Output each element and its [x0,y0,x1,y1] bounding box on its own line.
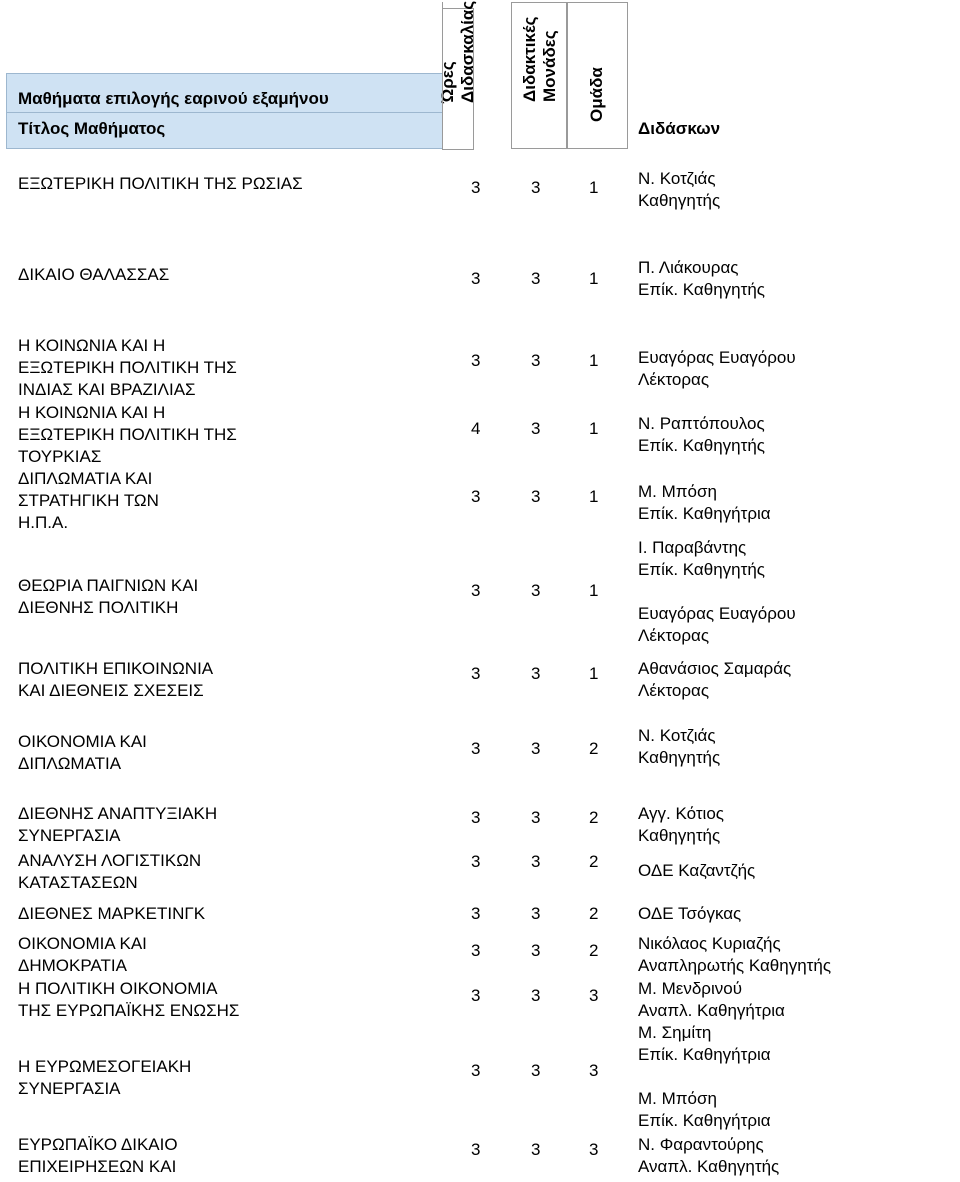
teacher-name: Αγγ. Κότιος [638,804,724,823]
units-value: 3 [531,1061,541,1080]
units-value: 3 [531,1140,541,1159]
hours-value: 3 [471,941,481,960]
teacher-rank: Επίκ. Καθηγητής [638,280,765,299]
group-value: 1 [589,269,599,288]
hours-value: 3 [471,1140,481,1159]
course-title: ΚΑΤΑΣΤΑΣΕΩΝ [18,873,138,892]
units-value: 3 [531,419,541,438]
course-title: ΕΠΙΧΕΙΡΗΣΕΩΝ ΚΑΙ [18,1157,177,1176]
course-title: ΟΙΚΟΝΟΜΙΑ ΚΑΙ [18,732,147,751]
hours-value: 3 [471,904,481,923]
course-title: ΚΑΙ ΔΙΕΘΝΕΙΣ ΣΧΕΣΕΙΣ [18,681,204,700]
course-title: ΤΗΣ ΕΥΡΩΠΑΪΚΗΣ ΕΝΩΣΗΣ [18,1001,240,1020]
teacher-rank: Καθηγητής [638,748,721,767]
teacher-name: ΟΔΕ Τσόγκας [638,904,742,923]
hours-value: 3 [471,852,481,871]
teacher-name: Π. Λιάκουρας [638,258,739,277]
hours-value: 3 [471,581,481,600]
teacher-rank: Καθηγητής [638,191,721,210]
teacher-column-header: Διδάσκων [638,119,721,138]
teacher-rank: Λέκτορας [638,626,710,645]
teacher-name: Ν. Ραπτόπουλος [638,414,765,433]
hours-value: 4 [471,419,481,438]
course-title: ΕΥΡΩΠΑΪΚΟ ΔΙΚΑΙΟ [18,1135,178,1154]
group-value: 1 [589,581,599,600]
teacher-name: Αθανάσιος Σαμαράς [638,659,792,678]
units-value: 3 [531,739,541,758]
teacher-name: ΟΔΕ Καζαντζής [638,861,756,880]
teacher-name: Ν. Κοτζιάς [638,726,716,745]
teacher-name: Ευαγόρας Ευαγόρου [638,348,796,367]
hours-value: 3 [471,269,481,288]
units-value: 3 [531,269,541,288]
course-title: ΑΝΑΛΥΣΗ ΛΟΓΙΣΤΙΚΩΝ [18,851,202,870]
section-title: Μαθήματα επιλογής εαρινού εξαμήνου [18,89,329,108]
hours-column-header: Ώρες Διδασκαλίας [442,8,474,150]
units-column-header: Διδακτικές Μονάδες [511,2,568,149]
group-value: 1 [589,178,599,197]
group-value: 2 [589,852,599,871]
course-title: ΟΙΚΟΝΟΜΙΑ ΚΑΙ [18,934,147,953]
course-title: Η ΠΟΛΙΤΙΚΗ ΟΙΚΟΝΟΜΙΑ [18,979,218,998]
teacher-rank: Αναπλ. Καθηγήτρια [638,1001,785,1020]
course-title: ΤΟΥΡΚΙΑΣ [18,447,102,466]
teacher-name: Νικόλαος Κυριαζής [638,934,781,953]
hours-value: 3 [471,487,481,506]
group-value: 2 [589,941,599,960]
group-value: 1 [589,419,599,438]
hours-value: 3 [471,178,481,197]
course-title: ΔΙΚΑΙΟ ΘΑΛΑΣΣΑΣ [18,265,170,284]
teacher-rank: Επίκ. Καθηγήτρια [638,1045,771,1064]
course-title: ΔΙΕΘΝΗΣ ΠΟΛΙΤΙΚΗ [18,598,179,617]
teacher-name: Ν. Κοτζιάς [638,169,716,188]
units-value: 3 [531,664,541,683]
course-title: ΕΞΩΤΕΡΙΚΗ ΠΟΛΙΤΙΚΗ ΤΗΣ [18,358,237,377]
title-column-header: Τίτλος Μαθήματος [18,119,166,138]
group-value: 2 [589,904,599,923]
group-value: 3 [589,1061,599,1080]
hours-value: 3 [471,739,481,758]
group-value: 2 [589,739,599,758]
course-title: ΔΗΜΟΚΡΑΤΙΑ [18,956,127,975]
units-value: 3 [531,904,541,923]
course-title: ΣΥΝΕΡΓΑΣΙΑ [18,1079,121,1098]
teacher-name: Ι. Παραβάντης [638,538,747,557]
group-value: 3 [589,986,599,1005]
course-title: ΣΤΡΑΤΗΓΙΚΗ ΤΩΝ [18,491,159,510]
teacher-name: Ν. Φαραντούρης [638,1135,764,1154]
teacher-rank: Επίκ. Καθηγήτρια [638,1111,771,1130]
teacher-rank: Επίκ. Καθηγητής [638,560,765,579]
course-title: ΕΞΩΤΕΡΙΚΗ ΠΟΛΙΤΙΚΗ ΤΗΣ ΡΩΣΙΑΣ [18,174,303,193]
course-title: Η ΕΥΡΩΜΕΣΟΓΕΙΑΚΗ [18,1057,192,1076]
teacher-rank: Καθηγητής [638,826,721,845]
course-title: ΠΟΛΙΤΙΚΗ ΕΠΙΚΟΙΝΩΝΙΑ [18,659,214,678]
hours-value: 3 [471,1061,481,1080]
group-value: 1 [589,351,599,370]
course-title: ΙΝΔΙΑΣ ΚΑΙ ΒΡΑΖΙΛΙΑΣ [18,380,196,399]
course-title: ΕΞΩΤΕΡΙΚΗ ΠΟΛΙΤΙΚΗ ΤΗΣ [18,425,237,444]
course-title: ΣΥΝΕΡΓΑΣΙΑ [18,826,121,845]
teacher-rank: Επίκ. Καθηγήτρια [638,504,771,523]
group-value: 3 [589,1140,599,1159]
teacher-name: Μ. Σημίτη [638,1023,712,1042]
hours-value: 3 [471,351,481,370]
hours-value: 3 [471,986,481,1005]
hours-value: 3 [471,664,481,683]
teacher-rank: Λέκτορας [638,370,710,389]
course-title: ΔΙΕΘΝΕΣ ΜΑΡΚΕΤΙΝΓΚ [18,904,206,923]
course-title: Η.Π.Α. [18,513,69,532]
group-value: 2 [589,808,599,827]
teacher-name: Μ. Μπόση [638,1089,717,1108]
course-title: ΔΙΠΛΩΜΑΤΙΑ [18,754,122,773]
units-value: 3 [531,852,541,871]
group-value: 1 [589,664,599,683]
course-title: ΔΙΕΘΝΗΣ ΑΝΑΠΤΥΞΙΑΚΗ [18,804,218,823]
units-value: 3 [531,351,541,370]
hours-value: 3 [471,808,481,827]
teacher-rank: Επίκ. Καθηγητής [638,436,765,455]
teacher-rank: Αναπληρωτής Καθηγητής [638,956,832,975]
units-value: 3 [531,986,541,1005]
group-value: 1 [589,487,599,506]
units-value: 3 [531,581,541,600]
teacher-name: Ευαγόρας Ευαγόρου [638,604,796,623]
course-title: Η ΚΟΙΝΩΝΙΑ ΚΑΙ Η [18,403,166,422]
teacher-name: Μ. Μενδρινού [638,979,743,998]
units-value: 3 [531,178,541,197]
group-column-header: Ομάδα [566,2,628,149]
teacher-name: Μ. Μπόση [638,482,717,501]
units-value: 3 [531,941,541,960]
course-title: Η ΚΟΙΝΩΝΙΑ ΚΑΙ Η [18,336,166,355]
teacher-rank: Αναπλ. Καθηγητής [638,1157,780,1176]
teacher-rank: Λέκτορας [638,681,710,700]
course-title: ΘΕΩΡΙΑ ΠΑΙΓΝΙΩΝ ΚΑΙ [18,576,199,595]
units-value: 3 [531,808,541,827]
units-value: 3 [531,487,541,506]
course-title: ΔΙΠΛΩΜΑΤΙΑ ΚΑΙ [18,469,153,488]
